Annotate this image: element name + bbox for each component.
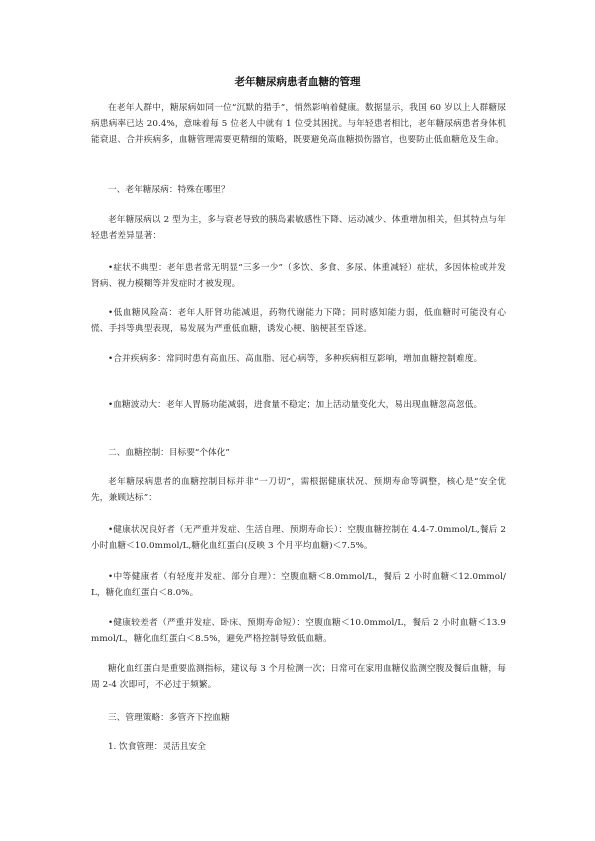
section-1-intro: 老年糖尿病以 2 型为主，多与衰老导致的胰岛素敏感性下降、运动减少、体重增加相关，但其特点与年轻患者差异显著： [91,215,506,242]
target-moderate-health: •中等健康者（有轻度并发症、部分自理）：空腹血糖＜8.0mmol/L，餐后 2 小时血糖＜12.0mmol/L，糖化血红蛋白＜8.0%。 [91,572,506,599]
target-poor-health: •健康较差者（严重并发症、卧床、预期寿命短）：空腹血糖＜10.0mmol/L，餐后 2 小时血糖＜13.9mmol/L，糖化血红蛋白＜8.5%，避免严格控制导致低血糖。 [91,618,506,645]
bullet-glucose-fluctuation: •血糖波动大：老年人胃肠功能减弱，进食量不稳定；加上活动量变化大，易出现血糖忽高忽低。 [108,400,483,410]
subsection-1-heading: 1. 饮食管理：灵活且安全 [108,742,206,752]
bullet-comorbidities: •合并疾病多：常同时患有高血压、高血脂、冠心病等，多种疾病相互影响，增加血糖控制难度。 [108,354,483,364]
section-1-heading: 一、老年糖尿病：特殊在哪里？ [108,185,230,195]
section-2-heading: 二、血糖控制：目标要“个体化” [108,448,230,458]
intro-paragraph: 在老年人群中，糖尿病如同一位“沉默的猎手”，悄然影响着健康。数据显示，我国 60 岁以上人群糖尿病患病率已达 20.4%，意味着每 5 位老人中就有 1 位受其困扰。与年轻患者相比，老年糖尿病患者身体机能衰退、合并疾病多，血糖管理需要更精细的策略，既要避免高血糖损伤器官，也要防止低血糖危及生命。 [91,103,506,146]
monitoring-paragraph: 糖化血红蛋白是重要监测指标，建议每 3 个月检测一次；日常可在家用血糖仪监测空腹及餐后血糖，每周 2-4 次即可，不必过于频繁。 [91,664,506,691]
bullet-hypoglycemia-risk: •低血糖风险高：老年人肝肾功能减退，药物代谢能力下降；同时感知能力弱，低血糖时可能没有心慌、手抖等典型表现，易发展为严重低血糖，诱发心梗、脑梗甚至昏迷。 [91,308,506,335]
document-title: 老年糖尿病患者血糖的管理 [234,76,361,88]
target-good-health: •健康状况良好者（无严重并发症、生活自理、预期寿命长）：空腹血糖控制在 4.4-7.0mmol/L,餐后 2 小时血糖＜10.0mmol/L,糖化血红蛋白(反映 3 个月平均血糖)＜7.5%。 [91,525,506,552]
section-2-intro: 老年糖尿病患者的血糖控制目标并非“一刀切”，需根据健康状况、预期寿命等调整，核心是“安全优先，兼顾达标”： [91,477,506,504]
section-3-heading: 三、管理策略：多管齐下控血糖 [108,713,230,723]
bullet-atypical-symptoms: •症状不典型：老年患者常无明显“三多一少”（多饮、多食、多尿、体重减轻）症状，多因体检或并发肾病、视力模糊等并发症时才被发现。 [91,263,506,290]
